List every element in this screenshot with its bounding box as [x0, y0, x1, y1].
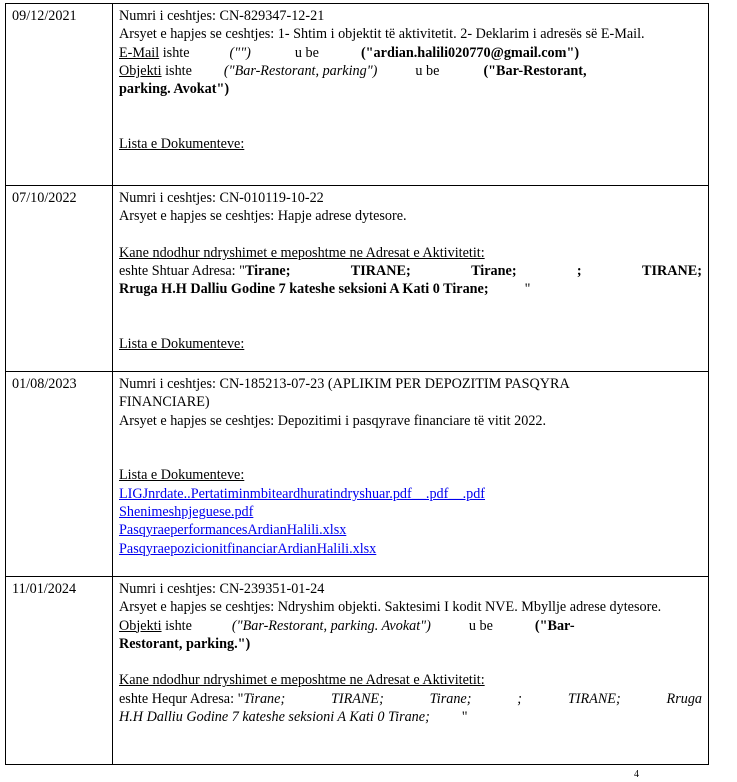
case-number: Numri i ceshtjes: CN-010119-10-22	[119, 190, 324, 206]
date-cell: 09/12/2021	[6, 4, 113, 186]
address-changes-heading: Kane ndodhur ndryshimet e meposhtme ne Adresat e Aktivitetit:	[119, 672, 485, 689]
removed-address: eshte Hequr Adresa: "Tirane; TIRANE; Tirane; ; TIRANE; Rruga	[119, 690, 702, 707]
case-reasons: Arsyet e hapjes se ceshtjes: Hapje adrese dytesore.	[119, 208, 407, 225]
case-history-table	[5, 3, 709, 765]
details-cell: Numri i ceshtjes: CN-010119-10-22 Arsyet e hapjes se ceshtjes: Hapje adrese dytesore. Kane ndodhur ndryshimet e meposhtme ne Adresat e Aktivitetit: eshte Shtuar Adresa: "Tirane; TIRANE; Tirane; ; TIRANE; Rruga H.H Dalliu Godine 7 kateshe seksioni A Kati 0 Tirane; " Lista e Dokumenteve:	[113, 186, 709, 372]
page-number: 4	[634, 769, 639, 780]
object-change: Objekti ishte ("Bar-Restorant, parking. Avokat") u be ("Bar-	[119, 617, 575, 634]
documents-list-label: Lista e Dokumenteve:	[119, 336, 245, 353]
details-cell	[113, 372, 709, 577]
table-row	[6, 186, 709, 372]
document-link[interactable]: PasqyraepozicionitfinanciarArdianHalili.xlsx	[119, 540, 377, 557]
document-link[interactable]: PasqyraeperformancesArdianHalili.xlsx	[119, 522, 347, 539]
email-old-value: ("")	[229, 44, 251, 61]
date-cell: 07/10/2022	[6, 186, 113, 372]
object-new-value: ("Bar-Restorant,	[483, 62, 587, 79]
case-number: Numri i ceshtjes: CN-185213-07-23 (APLIKIM PER DEPOZITIM PASQYRA FINANCIARE)	[119, 376, 569, 411]
documents-list-label: Lista e Dokumenteve:	[119, 136, 245, 153]
document-link[interactable]: LIGJnrdate..Pertatiminmbiteardhuratindryshuar.pdf__.pdf__.pdf	[119, 485, 486, 502]
object-label: Objekti	[119, 62, 162, 79]
case-reasons: Arsyet e hapjes se ceshtjes: 1- Shtim i objektit të aktivitetit. 2- Deklarim i adresës së E-Mail.	[119, 26, 645, 43]
table-row	[6, 4, 709, 186]
details-cell: Numri i ceshtjes: CN-239351-01-24 Arsyet e hapjes se ceshtjes: Ndryshim objekti. Saktesimi I kodit NVE. Mbyllje adrese dytesore. Objekti ishte ("Bar-Restorant, parking. Avokat") u be ("Bar- Restorant, parking.") Kane ndodhur ndryshimet e meposhtme ne Adresat e Aktivitetit: eshte Hequr Adresa: "Tirane; TIRANE; Tirane; ; TIRANE; Rruga H.H Dalliu Godine 7 kateshe seksioni A Kati 0 Tirane; "	[113, 577, 709, 765]
object-old-value: ("Bar-Restorant, parking. Avokat")	[231, 617, 431, 634]
case-number: Numri i ceshtjes: CN-239351-01-24	[119, 581, 325, 597]
table-row	[6, 577, 709, 765]
table-row	[6, 372, 709, 577]
address-changes-heading: Kane ndodhur ndryshimet e meposhtme ne Adresat e Aktivitetit:	[119, 244, 485, 261]
email-change: E-Mail ishte ("") u be ("ardian.halili020770@gmail.com")	[119, 44, 580, 61]
object-new-value: ("Bar-	[534, 617, 575, 634]
document-link[interactable]: Shenimeshpjeguese.pdf	[119, 504, 254, 521]
details-cell: Numri i ceshtjes: CN-829347-12-21 Arsyet e hapjes se ceshtjes: 1- Shtim i objektit të aktivitetit. 2- Deklarim i adresës së E-Mail. E-Mail ishte ("") u be ("ardian.halili020770@gmail.com") Objekti ishte ("Bar-Restorant, parking") u be ("Bar-Restorant, parking. Avokat") Lista e Dokumenteve:	[113, 4, 709, 186]
date-cell: 01/08/2023	[6, 372, 113, 577]
documents-list-label: Lista e Dokumenteve:	[119, 467, 245, 484]
email-label: E-Mail	[119, 44, 160, 61]
case-number: Numri i ceshtjes: CN-829347-12-21	[119, 8, 325, 24]
added-address: eshte Shtuar Adresa: "Tirane; TIRANE; Tirane; ; TIRANE;	[119, 263, 702, 280]
object-change: Objekti ishte ("Bar-Restorant, parking") u be ("Bar-Restorant,	[119, 62, 587, 79]
case-reasons: Arsyet e hapjes se ceshtjes: Ndryshim objekti. Saktesimi I kodit NVE. Mbyllje adrese dytesore.	[119, 599, 662, 616]
object-label: Objekti	[119, 617, 162, 634]
case-reasons: Arsyet e hapjes se ceshtjes: Depozitimi i pasqyrave financiare të vitit 2022.	[119, 412, 547, 429]
date-cell: 11/01/2024	[6, 577, 113, 765]
email-new-value: ("ardian.halili020770@gmail.com")	[360, 44, 580, 61]
object-old-value: ("Bar-Restorant, parking")	[223, 62, 378, 79]
